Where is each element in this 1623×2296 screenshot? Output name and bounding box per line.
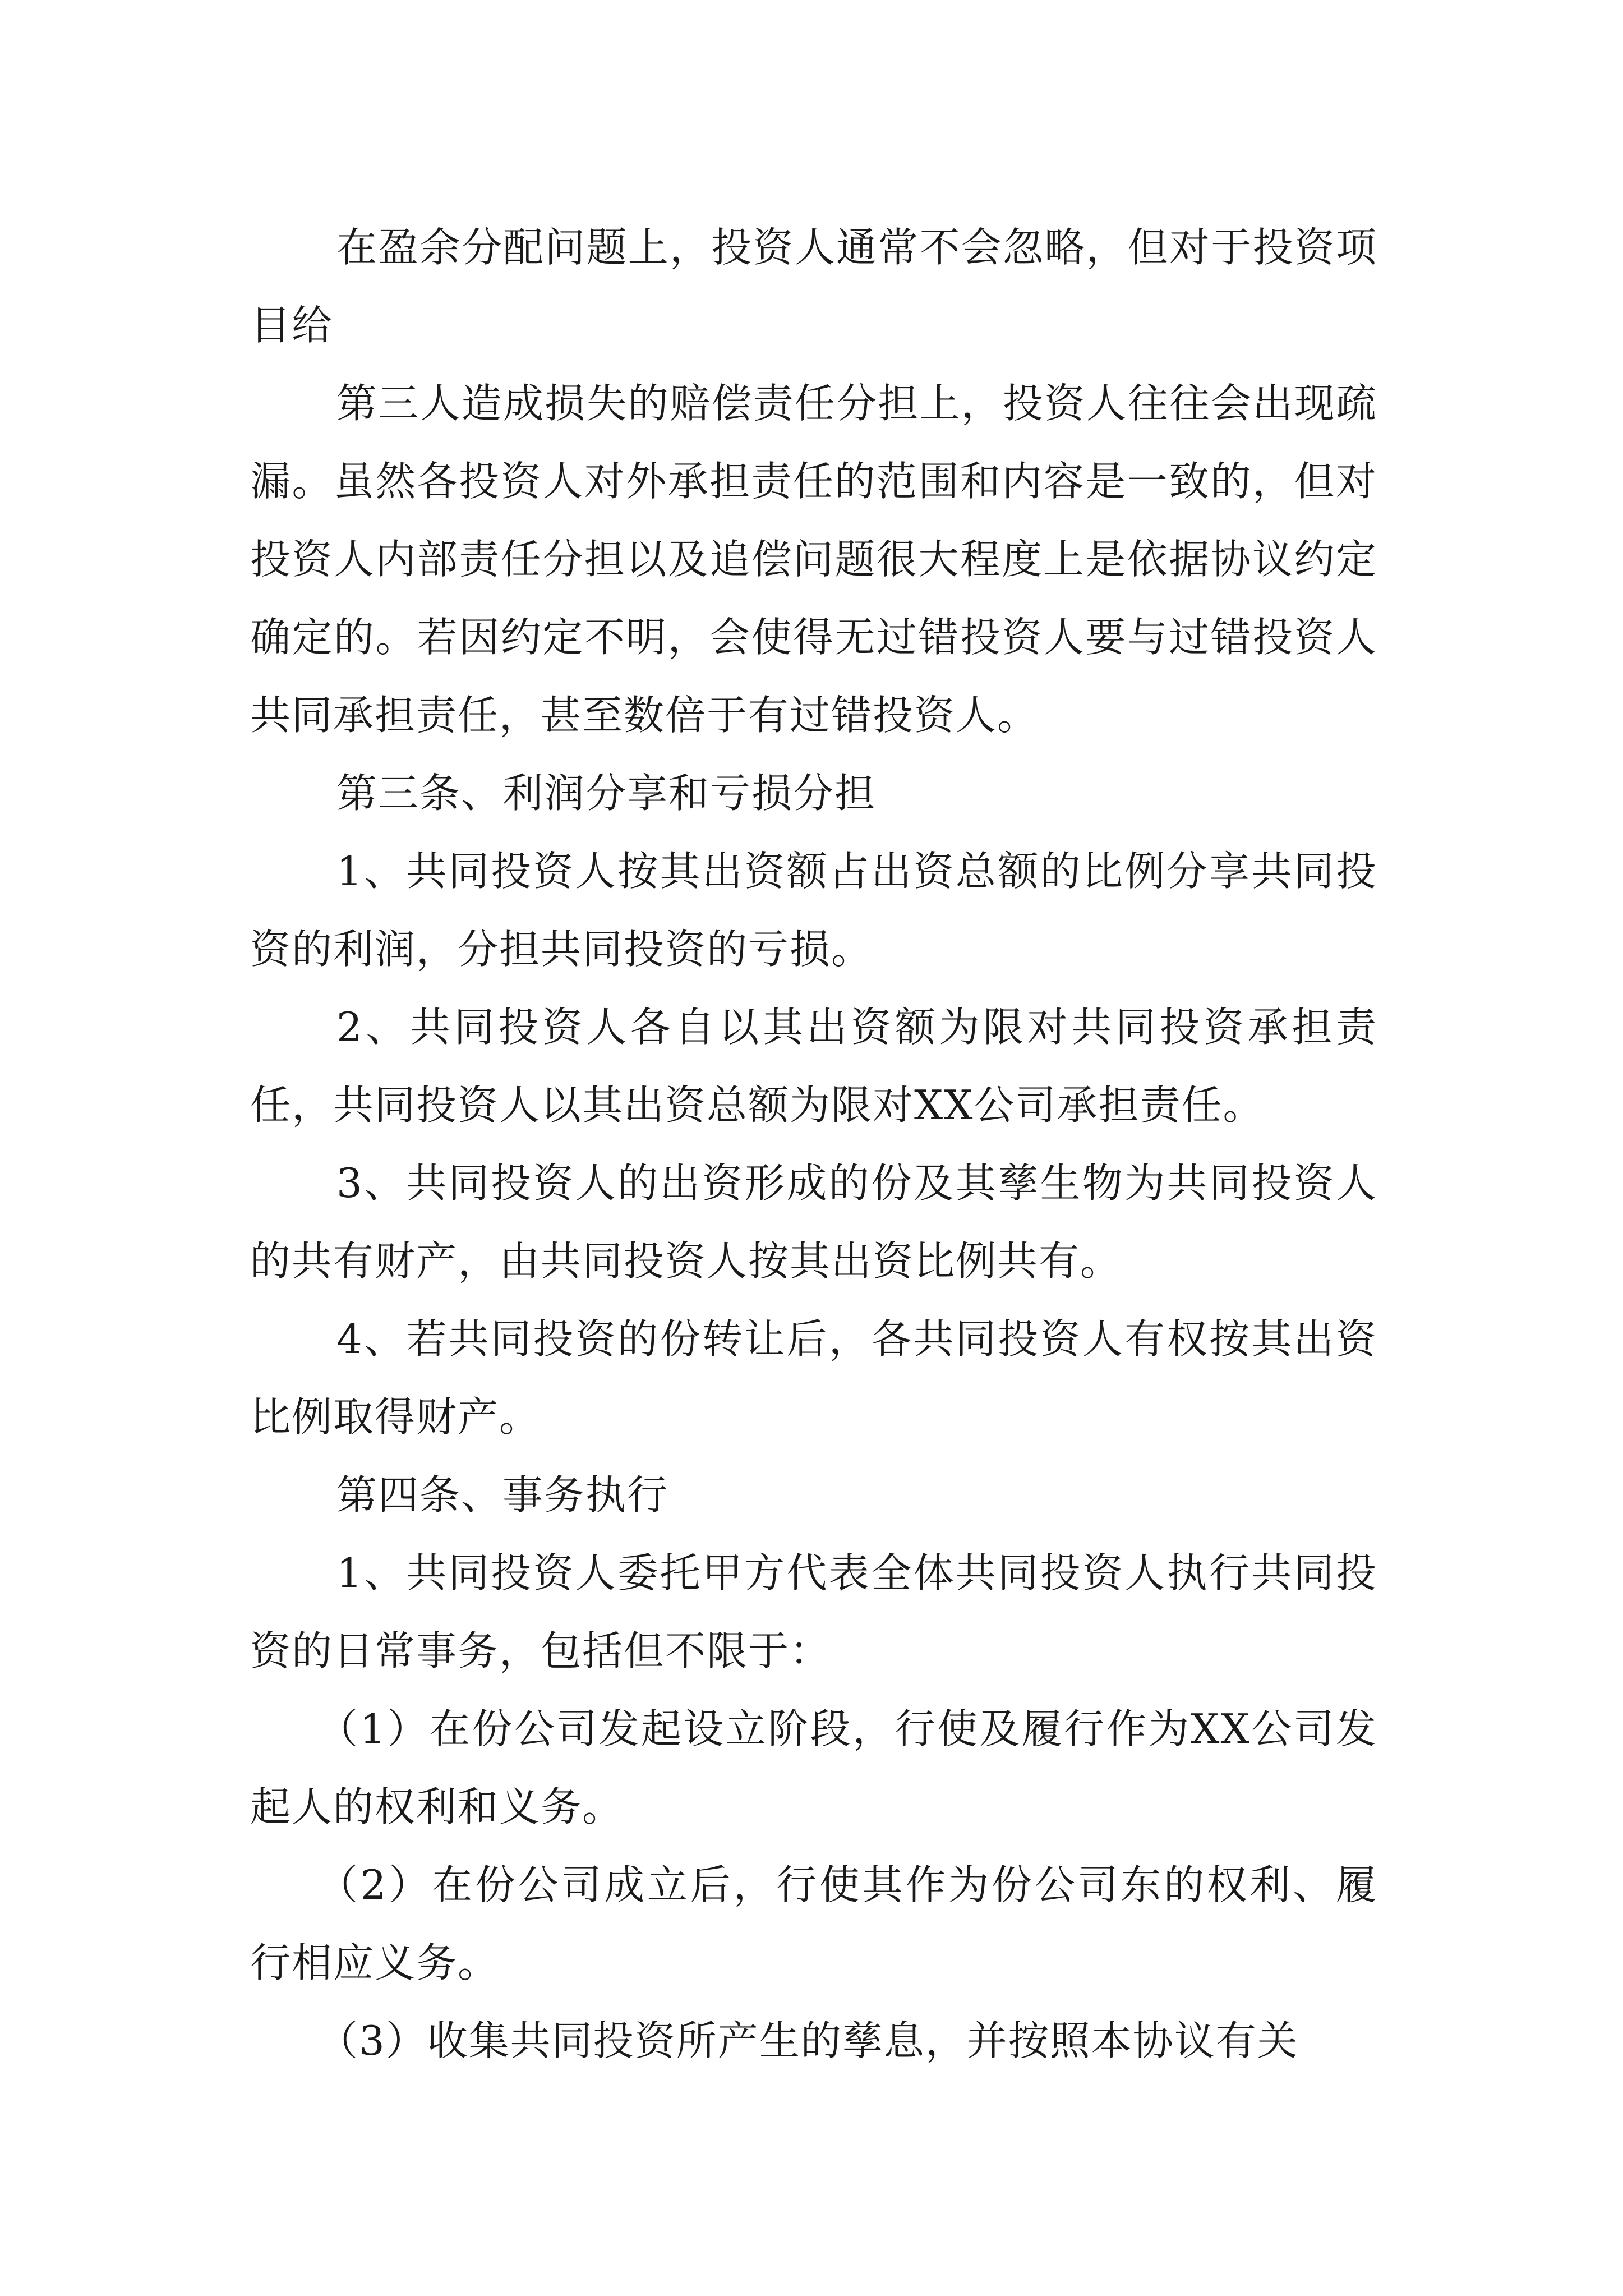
paragraph-profit-distribution-intro: 在盈余分配问题上，投资人通常不会忽略，但对于投资项目给 [250, 224, 1377, 349]
clause-3-3: 3、共同投资人的出资形成的份及其孳生物为共同投资人的共有财产，由共同投资人按其出资比例共有。 [250, 1159, 1377, 1285]
heading-article-four: 第四条、事务执行 [336, 1471, 669, 1519]
clause-4-1-item-1: （1）在份公司发起设立阶段，行使及履行作为XX公司发起人的权利和义务。 [250, 1705, 1377, 1830]
heading-article-three: 第三条、利润分享和亏损分担 [336, 770, 877, 817]
clause-3-4: 4、若共同投资的份转让后，各共同投资人有权按其出资比例取得财产。 [250, 1315, 1377, 1441]
clause-3-1: 1、共同投资人按其出资额占出资总额的比例分享共同投资的利润，分担共同投资的亏损。 [250, 848, 1377, 973]
document-body [250, 209, 1377, 2080]
paragraph-liability-sharing: 第三人造成损失的赔偿责任分担上，投资人往往会出现疏漏。虽然各投资人对外承担责任的范围和内容是一致的，但对投资人内部责任分担以及追偿问题很大程度上是依据协议约定确定的。若因约定不明，会使得无过错投资人要与过错投资人共同承担责任，甚至数倍于有过错投资人。 [250, 380, 1377, 739]
clause-4-1-item-3: （3）收集共同投资所产生的孳息，并按照本协议有关 [317, 2017, 1299, 2064]
clause-4-1: 1、共同投资人委托甲方代表全体共同投资人执行共同投资的日常事务，包括但不限于： [250, 1549, 1377, 1674]
clause-3-2: 2、共同投资人各自以其出资额为限对共同投资承担责任，共同投资人以其出资总额为限对XX公司承担责任。 [250, 1004, 1377, 1129]
clause-4-1-item-2: （2）在份公司成立后，行使其作为份公司东的权利、履行相应义务。 [250, 1861, 1377, 1986]
